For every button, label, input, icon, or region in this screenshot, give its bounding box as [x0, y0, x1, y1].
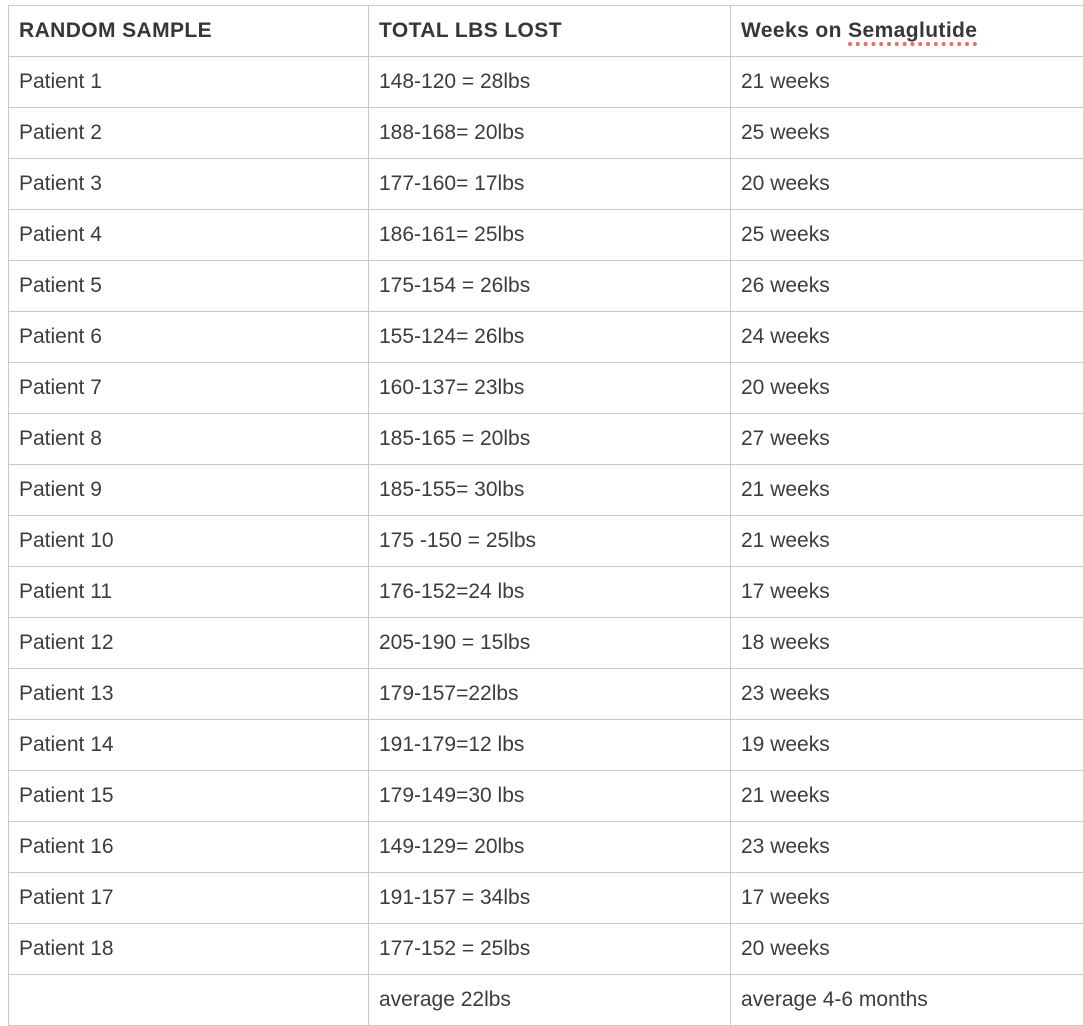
lbs-lost-cell[interactable]: 188-168= 20lbs: [369, 108, 731, 159]
lbs-lost-cell[interactable]: 191-179=12 lbs: [369, 720, 731, 771]
weeks-cell[interactable]: 23 weeks: [731, 822, 1083, 873]
lbs-lost-cell[interactable]: 160-137= 23lbs: [369, 363, 731, 414]
misspelled-word-semaglutide[interactable]: Semaglutide: [848, 19, 977, 42]
patient-cell[interactable]: Patient 12: [9, 618, 369, 669]
weeks-cell[interactable]: 18 weeks: [731, 618, 1083, 669]
table-row: [9, 822, 1083, 873]
patient-cell[interactable]: Patient 4: [9, 210, 369, 261]
patient-cell[interactable]: Patient 2: [9, 108, 369, 159]
patient-cell[interactable]: Patient 1: [9, 57, 369, 108]
weeks-cell[interactable]: 19 weeks: [731, 720, 1083, 771]
table-row: [9, 312, 1083, 363]
table-row: [9, 516, 1083, 567]
patient-cell[interactable]: Patient 8: [9, 414, 369, 465]
table-row: [9, 414, 1083, 465]
table-row: [9, 159, 1083, 210]
header-weeks-on-semaglutide[interactable]: [731, 6, 1083, 57]
lbs-lost-average-cell[interactable]: average 22lbs: [369, 975, 731, 1026]
lbs-lost-cell[interactable]: 149-129= 20lbs: [369, 822, 731, 873]
table-row: [9, 567, 1083, 618]
weeks-cell[interactable]: 17 weeks: [731, 873, 1083, 924]
lbs-lost-cell[interactable]: 175-154 = 26lbs: [369, 261, 731, 312]
weeks-cell[interactable]: 17 weeks: [731, 567, 1083, 618]
table-row: [9, 363, 1083, 414]
weeks-cell[interactable]: 21 weeks: [731, 465, 1083, 516]
patient-cell[interactable]: Patient 16: [9, 822, 369, 873]
table-row: [9, 618, 1083, 669]
lbs-lost-cell[interactable]: 148-120 = 28lbs: [369, 57, 731, 108]
patient-cell[interactable]: Patient 10: [9, 516, 369, 567]
weeks-average-cell[interactable]: average 4-6 months: [731, 975, 1083, 1026]
lbs-lost-cell[interactable]: 205-190 = 15lbs: [369, 618, 731, 669]
patient-cell-empty[interactable]: [9, 975, 369, 1026]
patient-cell[interactable]: Patient 7: [9, 363, 369, 414]
lbs-lost-cell[interactable]: 155-124= 26lbs: [369, 312, 731, 363]
weeks-cell[interactable]: 20 weeks: [731, 159, 1083, 210]
header-random-sample[interactable]: RANDOM SAMPLE: [9, 6, 369, 57]
patient-cell[interactable]: Patient 11: [9, 567, 369, 618]
patient-cell[interactable]: Patient 6: [9, 312, 369, 363]
header-row: [9, 6, 1083, 57]
table-row: [9, 771, 1083, 822]
patient-cell[interactable]: Patient 3: [9, 159, 369, 210]
table-row: [9, 720, 1083, 771]
header-total-lbs-lost[interactable]: TOTAL LBS LOST: [369, 6, 731, 57]
patient-results-table: [8, 5, 1083, 1026]
lbs-lost-cell[interactable]: 179-149=30 lbs: [369, 771, 731, 822]
lbs-lost-cell[interactable]: 179-157=22lbs: [369, 669, 731, 720]
weeks-cell[interactable]: 23 weeks: [731, 669, 1083, 720]
table-row: [9, 57, 1083, 108]
lbs-lost-cell[interactable]: 191-157 = 34lbs: [369, 873, 731, 924]
weeks-cell[interactable]: 24 weeks: [731, 312, 1083, 363]
table-row: [9, 210, 1083, 261]
patient-cell[interactable]: Patient 5: [9, 261, 369, 312]
table-row: [9, 465, 1083, 516]
patient-cell[interactable]: Patient 13: [9, 669, 369, 720]
lbs-lost-cell[interactable]: 176-152=24 lbs: [369, 567, 731, 618]
patient-cell[interactable]: Patient 18: [9, 924, 369, 975]
weeks-cell[interactable]: 20 weeks: [731, 924, 1083, 975]
weeks-cell[interactable]: 21 weeks: [731, 771, 1083, 822]
lbs-lost-cell[interactable]: 185-165 = 20lbs: [369, 414, 731, 465]
weeks-cell[interactable]: 21 weeks: [731, 57, 1083, 108]
patient-cell[interactable]: Patient 15: [9, 771, 369, 822]
lbs-lost-cell[interactable]: 186-161= 25lbs: [369, 210, 731, 261]
lbs-lost-cell[interactable]: 177-152 = 25lbs: [369, 924, 731, 975]
lbs-lost-cell[interactable]: 177-160= 17lbs: [369, 159, 731, 210]
patient-cell[interactable]: Patient 17: [9, 873, 369, 924]
table-row: [9, 873, 1083, 924]
patient-cell[interactable]: Patient 14: [9, 720, 369, 771]
patient-cell[interactable]: Patient 9: [9, 465, 369, 516]
table-row-average: [9, 975, 1083, 1026]
weeks-cell[interactable]: 27 weeks: [731, 414, 1083, 465]
weeks-cell[interactable]: 21 weeks: [731, 516, 1083, 567]
weeks-cell[interactable]: 25 weeks: [731, 108, 1083, 159]
weeks-cell[interactable]: 20 weeks: [731, 363, 1083, 414]
table-row: [9, 108, 1083, 159]
weeks-cell[interactable]: 25 weeks: [731, 210, 1083, 261]
weeks-cell[interactable]: 26 weeks: [731, 261, 1083, 312]
table-row: [9, 924, 1083, 975]
table-row: [9, 261, 1083, 312]
lbs-lost-cell[interactable]: 185-155= 30lbs: [369, 465, 731, 516]
table-row: [9, 669, 1083, 720]
lbs-lost-cell[interactable]: 175 -150 = 25lbs: [369, 516, 731, 567]
header-weeks-prefix: Weeks on: [741, 19, 848, 42]
